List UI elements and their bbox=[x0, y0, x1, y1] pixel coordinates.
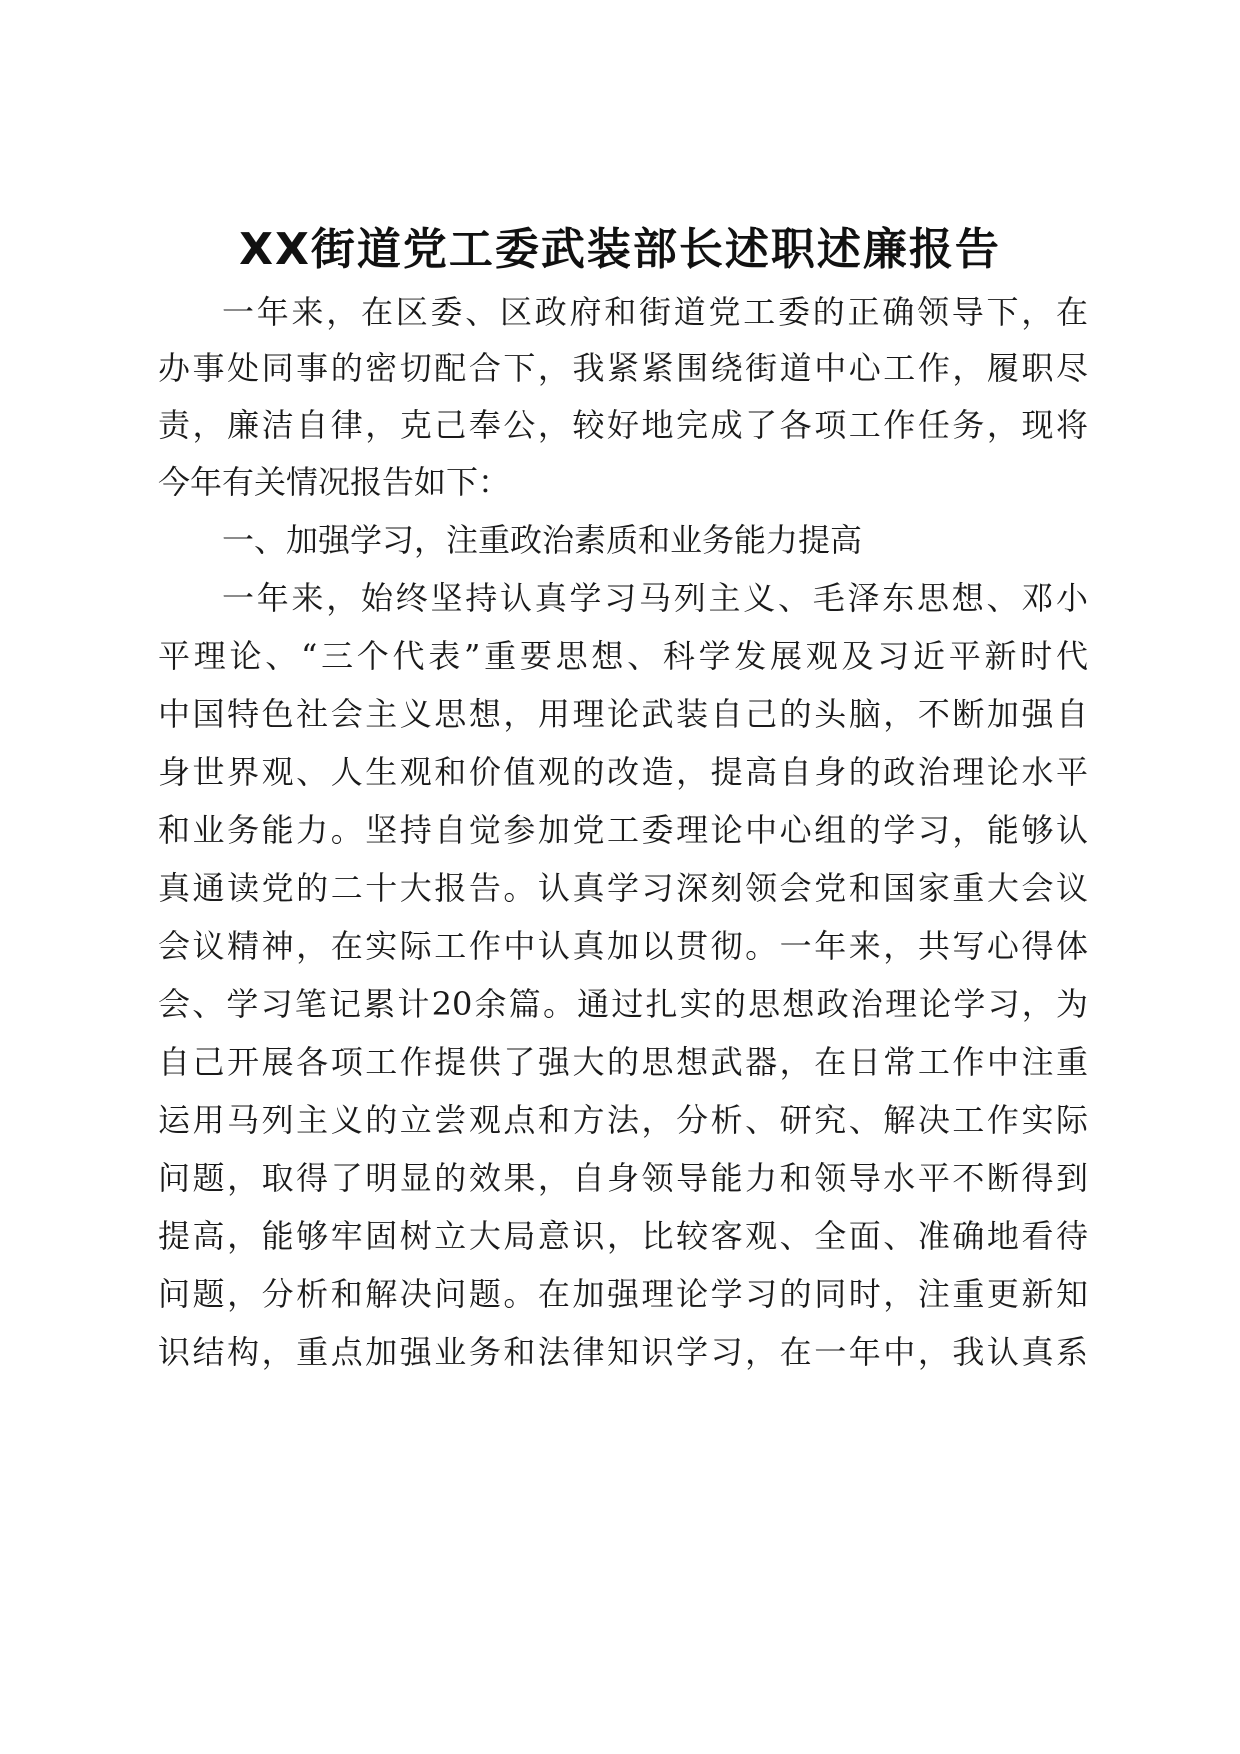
document-title: XX街道党工委武装部长述职述廉报告 bbox=[239, 224, 1001, 275]
body-line-4: 今年有关情况报告如下： bbox=[158, 463, 511, 501]
body-line-2: 办事处同事的密切配合下，我紧紧围绕街道中心工作，履职尽 bbox=[158, 349, 1088, 387]
body-line-19: 识结构，重点加强业务和法律知识学习，在一年中，我认真系 bbox=[158, 1333, 1088, 1371]
body-line-16: 问题，取得了明显的效果，自身领导能力和领导水平不断得到 bbox=[158, 1159, 1088, 1197]
body-line-3: 责，廉洁自律，克己奉公，较好地完成了各项工作任务，现将 bbox=[158, 406, 1088, 444]
body-line-8: 中国特色社会主义思想，用理论武装自己的头脑，不断加强自 bbox=[158, 695, 1088, 733]
body-line-17: 提高，能够牢固树立大局意识，比较客观、全面、准确地看待 bbox=[158, 1217, 1088, 1255]
body-line-6: 一年来，始终坚持认真学习马列主义、毛泽东思想、邓小 bbox=[222, 579, 1088, 617]
body-line-15: 运用马列主义的立尝观点和方法，分析、研究、解决工作实际 bbox=[158, 1101, 1088, 1139]
body-line-14: 自己开展各项工作提供了强大的思想武器，在日常工作中注重 bbox=[158, 1043, 1088, 1081]
section-heading-1: 一、加强学习，注重政治素质和业务能力提高 bbox=[222, 521, 863, 559]
body-line-10: 和业务能力。坚持自觉参加党工委理论中心组的学习，能够认 bbox=[158, 811, 1088, 849]
body-line-11: 真通读党的二十大报告。认真学习深刻领会党和国家重大会议 bbox=[158, 869, 1088, 907]
body-line-9: 身世界观、人生观和价值观的改造，提高自身的政治理论水平 bbox=[158, 753, 1088, 791]
body-line-1: 一年来，在区委、区政府和街道党工委的正确领导下，在 bbox=[222, 293, 1088, 331]
body-line-13: 会、学习笔记累计20余篇。通过扎实的思想政治理论学习，为 bbox=[158, 985, 1088, 1023]
body-line-18: 问题，分析和解决问题。在加强理论学习的同时，注重更新知 bbox=[158, 1275, 1088, 1313]
body-line-12: 会议精神，在实际工作中认真加以贯彻。一年来，共写心得体 bbox=[158, 927, 1088, 965]
body-line-7: 平理论、“三个代表”重要思想、科学发展观及习近平新时代 bbox=[158, 637, 1088, 675]
